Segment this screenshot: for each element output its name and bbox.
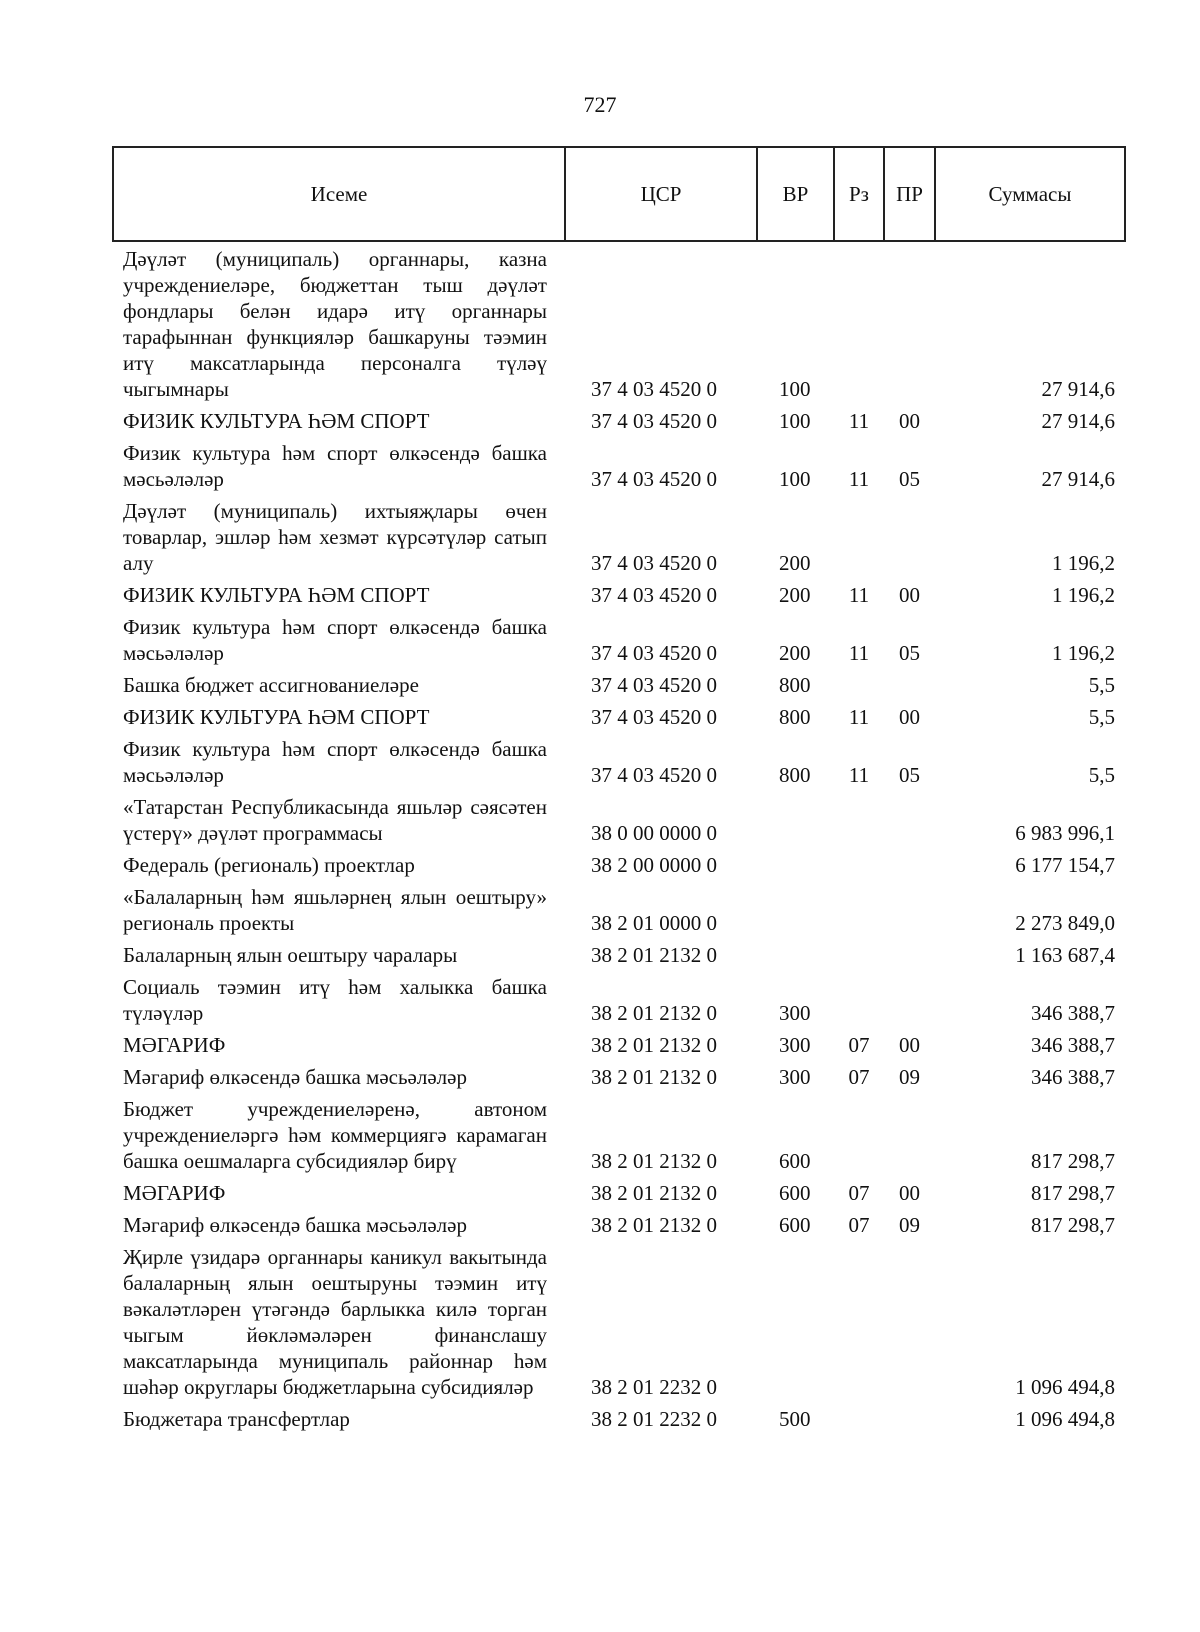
row-csr: 38 2 00 0000 0: [591, 853, 717, 877]
row-name-cell: [113, 495, 565, 579]
row-csr: 38 2 01 2232 0: [591, 1407, 717, 1431]
row-vr: 100: [779, 467, 811, 491]
row-sum: 5,5: [1088, 673, 1115, 697]
row-rz: [834, 1403, 884, 1435]
row-name: ФИЗИК КУЛЬТУРА ҺӘМ СПОРТ: [123, 409, 430, 433]
row-sum: 27 914,6: [1041, 377, 1115, 401]
row-vr: 600: [779, 1213, 811, 1237]
row-pr: 00: [899, 1033, 920, 1057]
table-row: [113, 701, 1125, 733]
row-pr: 00: [899, 409, 920, 433]
row-name-cell: [113, 241, 565, 405]
table-row: [113, 1209, 1125, 1241]
table-row: [113, 241, 1125, 405]
row-name: Федераль (региональ) проектлар: [123, 853, 415, 877]
row-csr: 37 4 03 4520 0: [591, 705, 717, 729]
row-vr: [757, 939, 834, 971]
row-pr: 05: [899, 641, 920, 665]
table-row: [113, 579, 1125, 611]
row-name-cell: [113, 1177, 565, 1209]
row-sum: 1 196,2: [1052, 583, 1115, 607]
row-pr: [884, 241, 935, 405]
row-csr: 38 2 01 2132 0: [591, 1065, 717, 1089]
header-vr: ВР: [757, 147, 834, 241]
row-name-cell: [113, 1403, 565, 1435]
header-rz: Рз: [834, 147, 884, 241]
table-row: [113, 1061, 1125, 1093]
table-row: [113, 1093, 1125, 1177]
row-vr: 100: [779, 377, 811, 401]
row-vr: 200: [779, 641, 811, 665]
row-name-cell: [113, 971, 565, 1029]
row-vr: 300: [779, 1065, 811, 1089]
row-rz: 11: [848, 583, 870, 607]
table-row: [113, 669, 1125, 701]
row-csr: 37 4 03 4520 0: [591, 763, 717, 787]
row-name: Җирле үзидарә органнары каникул вакытында балаларның ялын оештыруны тәэмин итү вәкаләтләрен үтәгәндә барлыкка килә торган чыгым йөкләмәләрен финанслашу максатларында муниципаль районнар һәм шәһәр округлары бюджетларына субсидияләр: [123, 1245, 547, 1399]
row-sum: 6 177 154,7: [1015, 853, 1115, 877]
row-name: МӘГАРИФ: [123, 1181, 226, 1205]
row-csr: 37 4 03 4520 0: [591, 377, 717, 401]
row-vr: 200: [779, 583, 811, 607]
table-row: [113, 1177, 1125, 1209]
row-rz: [834, 1241, 884, 1403]
row-sum: 346 388,7: [1031, 1065, 1115, 1089]
row-pr: 05: [899, 763, 920, 787]
row-pr: [884, 971, 935, 1029]
row-vr: 500: [779, 1407, 811, 1431]
row-csr: 38 2 01 2132 0: [591, 943, 717, 967]
table-row: [113, 1241, 1125, 1403]
row-name-cell: [113, 849, 565, 881]
table-body: [113, 241, 1125, 1435]
row-rz: 07: [848, 1213, 870, 1237]
row-csr: 38 2 01 2132 0: [591, 1033, 717, 1057]
row-pr: 00: [899, 583, 920, 607]
row-sum: 817 298,7: [1031, 1181, 1115, 1205]
row-pr: [884, 791, 935, 849]
table-row: [113, 1029, 1125, 1061]
row-pr: [884, 939, 935, 971]
row-name-cell: [113, 1209, 565, 1241]
table-row: [113, 405, 1125, 437]
header-sum: Суммасы: [935, 147, 1125, 241]
row-rz: [834, 849, 884, 881]
row-sum: 6 983 996,1: [1015, 821, 1115, 845]
row-pr: [884, 881, 935, 939]
row-vr: 800: [779, 763, 811, 787]
row-vr: 100: [779, 409, 811, 433]
row-name: Физик культура һәм спорт өлкәсендә башка мәсьәләләр: [123, 737, 547, 787]
row-vr: [757, 1241, 834, 1403]
row-sum: 5,5: [1088, 763, 1115, 787]
row-name: Бюджет учреждениеләренә, автоном учреждениеләргә һәм коммерциягә карамаган башка оешмаларга субсидияләр бирү: [123, 1097, 547, 1173]
table-row: [113, 939, 1125, 971]
row-name: Мәгариф өлкәсендә башка мәсьәләләр: [123, 1213, 467, 1237]
row-rz: [834, 241, 884, 405]
row-rz: 11: [848, 641, 870, 665]
row-vr: 200: [779, 551, 811, 575]
row-vr: [757, 849, 834, 881]
row-csr: 37 4 03 4520 0: [591, 409, 717, 433]
header-csr: ЦСР: [565, 147, 757, 241]
table-row: [113, 1403, 1125, 1435]
row-vr: 300: [779, 1001, 811, 1025]
row-rz: [834, 881, 884, 939]
row-name: Башка бюджет ассигнованиеләре: [123, 673, 419, 697]
row-name: Дәүләт (муниципаль) ихтыяҗлары өчен товарлар, эшләр һәм хезмәт күрсәтүләр сатып алу: [123, 499, 547, 575]
row-name-cell: [113, 701, 565, 733]
row-pr: [884, 1403, 935, 1435]
table-row: [113, 437, 1125, 495]
page-number: 727: [583, 92, 617, 117]
row-name: «Татарстан Республикасында яшьләр сәясәтен үстерү» дәүләт программасы: [123, 795, 547, 845]
row-sum: 27 914,6: [1041, 409, 1115, 433]
row-csr: 38 2 01 2132 0: [591, 1213, 717, 1237]
row-pr: [884, 669, 935, 701]
table-row: [113, 495, 1125, 579]
row-name: Бюджетара трансфертлар: [123, 1407, 350, 1431]
table-row: [113, 849, 1125, 881]
row-sum: 817 298,7: [1031, 1149, 1115, 1173]
row-name-cell: [113, 1061, 565, 1093]
row-sum: 1 096 494,8: [1015, 1375, 1115, 1399]
row-name-cell: [113, 1241, 565, 1403]
row-pr: 00: [899, 705, 920, 729]
row-vr: [757, 881, 834, 939]
row-pr: 09: [899, 1065, 920, 1089]
row-name-cell: [113, 1093, 565, 1177]
row-csr: 38 2 01 2132 0: [591, 1181, 717, 1205]
row-name-cell: [113, 733, 565, 791]
row-name-cell: [113, 1029, 565, 1061]
row-rz: [834, 669, 884, 701]
row-vr: 800: [779, 705, 811, 729]
row-name-cell: [113, 405, 565, 437]
row-name: «Балаларның һәм яшьләрнең ялын оештыру» региональ проекты: [123, 885, 547, 935]
row-sum: 1 196,2: [1052, 641, 1115, 665]
header-pr: ПР: [884, 147, 935, 241]
row-name-cell: [113, 939, 565, 971]
row-rz: [834, 971, 884, 1029]
row-pr: 00: [899, 1181, 920, 1205]
row-pr: [884, 495, 935, 579]
row-csr: 37 4 03 4520 0: [591, 641, 717, 665]
row-rz: [834, 791, 884, 849]
row-name: МӘГАРИФ: [123, 1033, 226, 1057]
row-vr: 600: [779, 1181, 811, 1205]
row-csr: 38 2 01 0000 0: [591, 911, 717, 935]
row-rz: 11: [848, 467, 870, 491]
row-rz: [834, 939, 884, 971]
row-name-cell: [113, 791, 565, 849]
row-name: Мәгариф өлкәсендә башка мәсьәләләр: [123, 1065, 467, 1089]
row-name: ФИЗИК КУЛЬТУРА ҺӘМ СПОРТ: [123, 705, 430, 729]
row-sum: 346 388,7: [1031, 1001, 1115, 1025]
row-rz: [834, 1093, 884, 1177]
header-name: Исеме: [113, 147, 565, 241]
row-pr: 09: [899, 1213, 920, 1237]
row-sum: 1 196,2: [1052, 551, 1115, 575]
row-name-cell: [113, 881, 565, 939]
row-name: Дәүләт (муниципаль) органнары, казна учреждениеләре, бюджеттан тыш дәүләт фондлары белән идарә итү органнары тарафыннан функцияләр башкаруны тәэмин итү максатларында персоналга түләү чыгымнары: [123, 247, 547, 401]
row-name-cell: [113, 579, 565, 611]
row-csr: 37 4 03 4520 0: [591, 551, 717, 575]
row-name-cell: [113, 437, 565, 495]
row-rz: 11: [848, 705, 870, 729]
row-name: Физик культура һәм спорт өлкәсендә башка мәсьәләләр: [123, 441, 547, 491]
row-rz: 11: [848, 763, 870, 787]
row-vr: 800: [779, 673, 811, 697]
row-csr: 38 2 01 2132 0: [591, 1149, 717, 1173]
row-vr: 600: [779, 1149, 811, 1173]
row-csr: 37 4 03 4520 0: [591, 673, 717, 697]
row-pr: [884, 1093, 935, 1177]
row-csr: 38 2 01 2132 0: [591, 1001, 717, 1025]
row-sum: 2 273 849,0: [1015, 911, 1115, 935]
row-name: ФИЗИК КУЛЬТУРА ҺӘМ СПОРТ: [123, 583, 430, 607]
row-csr: 38 0 00 0000 0: [591, 821, 717, 845]
row-sum: 1 096 494,8: [1015, 1407, 1115, 1431]
row-rz: 07: [848, 1181, 870, 1205]
row-sum: 27 914,6: [1041, 467, 1115, 491]
row-csr: 38 2 01 2232 0: [591, 1375, 717, 1399]
row-name: Физик культура һәм спорт өлкәсендә башка мәсьәләләр: [123, 615, 547, 665]
row-rz: 11: [848, 409, 870, 433]
table-row: [113, 611, 1125, 669]
row-sum: 817 298,7: [1031, 1213, 1115, 1237]
row-pr: 05: [899, 467, 920, 491]
table-row: [113, 881, 1125, 939]
table-row: [113, 733, 1125, 791]
row-name-cell: [113, 669, 565, 701]
row-vr: [757, 791, 834, 849]
row-vr: 300: [779, 1033, 811, 1057]
row-sum: 346 388,7: [1031, 1033, 1115, 1057]
row-name: Социаль тәэмин итү һәм халыкка башка түләүләр: [123, 975, 547, 1025]
table-header: [113, 147, 1125, 241]
row-rz: 07: [848, 1033, 870, 1057]
table-row: [113, 791, 1125, 849]
row-csr: 37 4 03 4520 0: [591, 467, 717, 491]
row-pr: [884, 849, 935, 881]
row-rz: 07: [848, 1065, 870, 1089]
budget-table: [112, 146, 1126, 1435]
row-rz: [834, 495, 884, 579]
row-sum: 1 163 687,4: [1015, 943, 1115, 967]
table-row: [113, 971, 1125, 1029]
row-sum: 5,5: [1088, 705, 1115, 729]
row-name: Балаларның ялын оештыру чаралары: [123, 943, 458, 967]
row-name-cell: [113, 611, 565, 669]
row-pr: [884, 1241, 935, 1403]
row-csr: 37 4 03 4520 0: [591, 583, 717, 607]
